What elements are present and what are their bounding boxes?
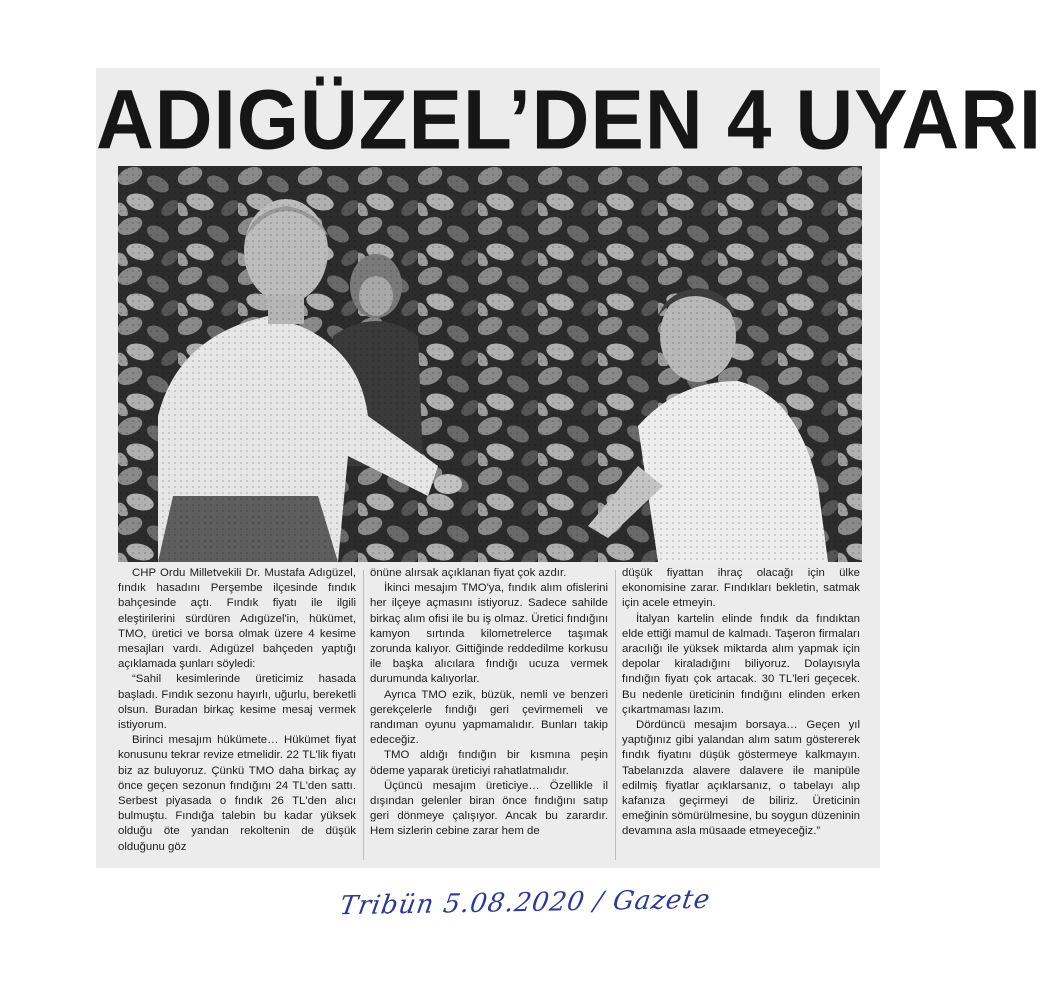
column-divider [615,570,616,860]
paragraph: Ayrıca TMO ezik, büzük, nemli ve benzeri gerekçelerle fındığı geri çevirmemeli ve randıman oyunu yapmamalıdır. Bunları takip edeceğiz. [370,688,608,747]
article-photo [118,166,862,562]
paragraph: TMO aldığı fındığın bir kısmına peşin ödeme yaparak üreticiyi rahatlatmalıdır. [370,749,608,777]
paragraph: İtalyan kartelin elinde fındık da fındıktan elde ettiği mamul de kalmadı. Taşeron firmaları aracılığı ile yüksek miktarda alım yapmak için depolar kiraladığını biliyoruz. Dolayısıyla fındığın fiyatı çok artacak. 30 TL'leri geçecek. Bu nedenle üreticinin fındığını elinden erken çıkartmaması lazım. [622,612,860,716]
paragraph: düşük fiyattan ihraç olacağı için ülke ekonomisine zarar. Fındıkları bekletin, satmak için acele etmeyin. [622,567,860,610]
paragraph: CHP Ordu Milletvekili Dr. Mustafa Adıgüzel, fındık hasadını Perşembe ilçesinde fındık bahçesinde açtı. Fındık fiyatı ile ilgili eleştirilerini sürdüren Adıgüzel'in, hükümet, TMO, üretici ve borsa olmak üzere 4 kesime mesajları vardı. Adıgüzel bahçeden yaptığı açıklamada şunları söyledi: [118,567,356,671]
column-divider [363,570,364,860]
paragraph: “Sahil kesimlerinde üreticimiz hasada başladı. Fındık sezonu hayırlı, uğurlu, bereketli olsun. Buradan birkaç kesime mesaj vermek istiyorum. [118,673,356,732]
paragraph: Dördüncü mesajım borsaya… Geçen yıl yaptığınız gibi yalandan alım satım göstererek fındık fiyatını düşük göstermeye kalkmayın. Tabelanızda alavere dalavere ile manipüle edilmiş fiyatlar açıklarsanız, o tabelayı alıp kafanıza geçirmeyi de biliriz. Üreticinin emeğinin sömürülmesine, bu soygun düzeninin devamına asla müsaade etmeyeceğiz.” [622,719,860,838]
article-column-2 [370,566,608,840]
headline: ADIGÜZEL’DEN 4 UYARI [96,72,1042,167]
article-body [118,566,862,866]
article-column-1 [118,566,356,855]
handwritten-source-note [300,880,770,940]
article-column-3 [622,566,860,840]
paragraph: Üçüncü mesajım üreticiye… Özellikle il dışından gelenler biran önce fındığını satıp geri dönmeye çalışıyor. Ancak bu zarardır. Hem sizlerin cebine zarar hem de [370,779,608,838]
newspaper-clipping [96,68,1042,868]
source-note-text: Tribün 5.08.2020 / Gazete [337,884,713,922]
paragraph: önüne alırsak açıklanan fiyat çok azdır. [370,567,567,579]
paragraph: İkinci mesajım TMO'ya, fındık alım ofislerini her ilçeye açmasını istiyoruz. Sadece sahilde birkaç alım ofisi ile bu iş olmaz. Üretici fındığını kamyon sırtında kilometrelerce taşımak zorunda kalıyor. Gittiğinde reddedilme korkusu ile başka alıcılara fındığı ucuza vermek durumunda kalıyorlar. [370,582,608,686]
photo-hazelnut-harvest [118,166,862,562]
paragraph: Birinci mesajım hükümete… Hükümet fiyat konusunu tekrar revize etmelidir. 22 TL'lik fiyatı biz az buluyoruz. Çünkü TMO daha birkaç ay önce geçen sezonun fındığını 24 TL'den sattı. Serbest piyasada o fındık 26 TL'den alıcı bulmuştu. Fındığa talebin bu kadar yüksek olduğu öte yandan rekoltenin de düşük olduğunu göz [118,734,356,853]
